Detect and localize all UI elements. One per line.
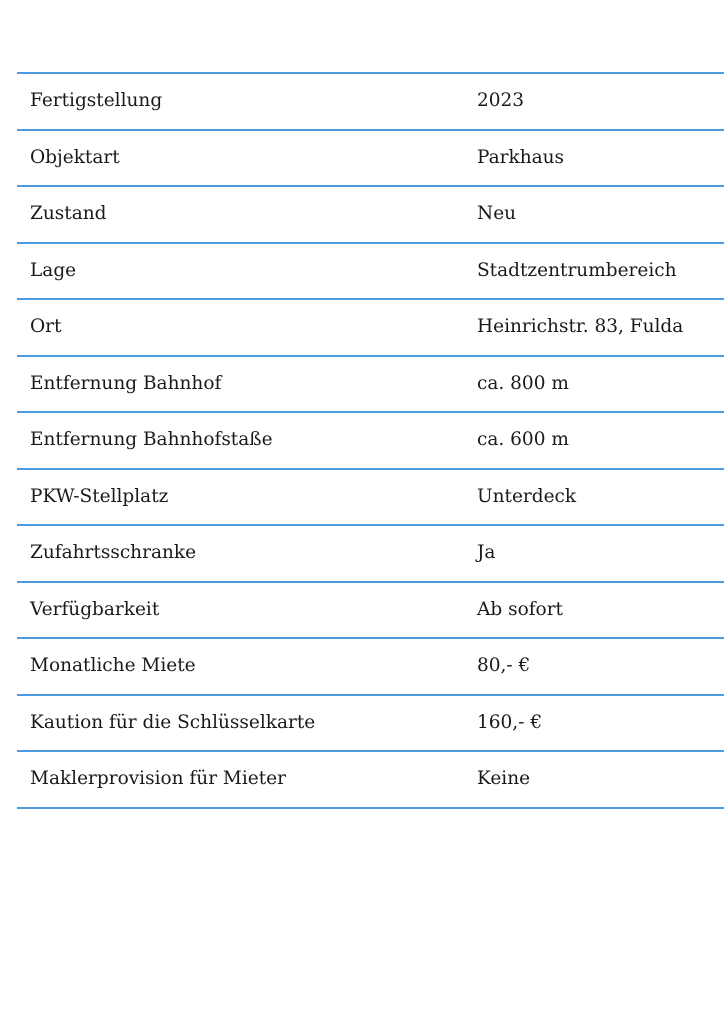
row-value-barrier: Ja	[477, 542, 496, 563]
row-value-monthly-rent: 80,- €	[477, 655, 531, 676]
row-value-key-card-deposit: 160,- €	[477, 711, 543, 733]
row-value-object-type: Parkhaus	[477, 146, 565, 168]
row-label-monthly-rent: Monatliche Miete	[30, 655, 196, 676]
table-row	[17, 129, 724, 186]
row-label-address: Ort	[30, 316, 62, 337]
table-row	[17, 242, 724, 299]
table-row	[17, 750, 724, 809]
table-row	[17, 185, 724, 242]
table-row	[17, 694, 724, 751]
table-row	[17, 72, 724, 129]
row-value-completion: 2023	[477, 90, 525, 111]
row-label-distance-station-street: Entfernung Bahnhofstaße	[30, 429, 273, 450]
table-row	[17, 524, 724, 581]
row-value-parking-space: Unterdeck	[477, 485, 577, 507]
row-value-availability: Ab sofort	[477, 598, 563, 620]
property-details-table	[17, 72, 724, 809]
row-value-distance-station-street: ca. 600 m	[477, 429, 569, 450]
row-label-broker-commission: Maklerprovision für Mieter	[30, 768, 286, 789]
row-label-location: Lage	[30, 259, 77, 281]
row-value-distance-station: ca. 800 m	[477, 372, 569, 394]
table-row	[17, 468, 724, 525]
row-value-condition: Neu	[477, 203, 517, 224]
row-label-barrier: Zufahrtsschranke	[30, 542, 197, 563]
row-value-location: Stadtzentrumbereich	[477, 259, 677, 281]
row-value-address: Heinrichstr. 83, Fulda	[477, 316, 684, 337]
row-value-broker-commission: Keine	[477, 768, 531, 789]
row-label-distance-station: Entfernung Bahnhof	[30, 372, 222, 394]
row-label-parking-space: PKW-Stellplatz	[30, 485, 169, 507]
table-row	[17, 298, 724, 355]
table-row	[17, 581, 724, 638]
table-row	[17, 637, 724, 694]
table-row	[17, 411, 724, 468]
row-label-key-card-deposit: Kaution für die Schlüsselkarte	[30, 711, 316, 733]
row-label-completion: Fertigstellung	[30, 90, 163, 111]
row-label-availability: Verfügbarkeit	[30, 598, 160, 620]
table-row	[17, 355, 724, 412]
row-label-object-type: Objektart	[30, 146, 120, 168]
row-label-condition: Zustand	[30, 203, 107, 224]
